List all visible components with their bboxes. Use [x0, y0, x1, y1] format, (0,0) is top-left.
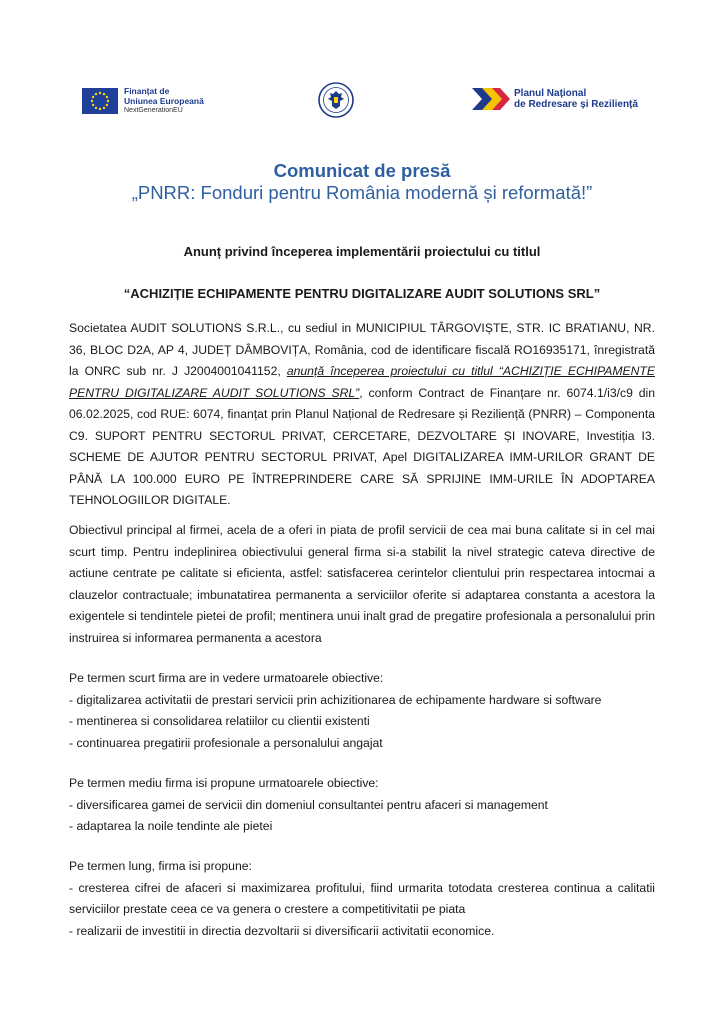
pnrr-logo-line2: de Redresare și Reziliență	[514, 99, 638, 110]
objective-paragraph: Obiectivul principal al firmei, acela de a oferi in piata de profil servicii de cea mai buna calitate si in cel mai scurt timp. Pentru indeplinirea obiectivului general firma si-a stabilit la nivel strategic cateva directive de actiune centrate pe calitate si eficienta, astfel: satisfacerea cerintelor clientului prin respectarea intocmai a clauzelor contractuale; imbunatatirea permanenta a serviciilor oferite si adaptarea constanta a acestora la exigentele si tendintele pietei de profil; mentinera unui inalt grad de pregatire profesionala a personalului prin instruirea si informarea permanenta a acestora	[69, 523, 655, 645]
intro-paragraph	[69, 318, 655, 512]
long-term-item: - cresterea cifrei de afaceri si maximizarea profitului, fiind urmarita totodata cresterea continua a calitatii serviciilor prestate ceea ce va genera o crestere a competitivitatii pe piata	[69, 880, 655, 916]
mid-term-section	[69, 773, 655, 838]
romanian-government-seal-icon	[318, 82, 354, 118]
short-term-item: - mentinerea si consolidarea relatiilor cu clientii existenti	[69, 714, 370, 728]
intro-text-part2: , conform Contract de Finanțare nr. 6074.1/i3/c9 din 06.02.2025, cod RUE: 6074, finanțat prin Planul Național de Redresare și Reziliență (PNRR) – Componenta C9. SUPORT PENTRU SECTORUL PRIVAT, CERCETARE, DEZVOLTARE ȘI INOVARE, Investiția I3. SCHEME DE AJUTOR PENTRU SECTORUL PRIVAT, Apel DIGITALIZAREA IMM-URILOR GRANT DE PÂNĂ LA 100.000 EURO PE ÎNTREPRINDERE CARE SĂ SPRIJINE IMM-URILE ÎN ADOPTAREA TEHNOLOGIILOR DIGITALE.	[69, 385, 655, 507]
short-term-item: - digitalizarea activitatii de prestari servicii prin achizitionarea de echipamente hardware si software	[69, 692, 602, 707]
short-term-section	[69, 668, 655, 754]
eu-logo-line2: Uniunea Europeană	[124, 96, 204, 106]
announcement-heading: Anunț privind începerea implementării proiectului cu titlul	[183, 244, 541, 259]
long-term-section	[69, 856, 655, 942]
eu-logo-line1: Finanțat de	[124, 86, 170, 96]
mid-term-item: - diversificarea gamei de servicii din domeniul consultantei pentru afaceri si management	[69, 797, 548, 812]
project-title: “ACHIZIȚIE ECHIPAMENTE PENTRU DIGITALIZARE AUDIT SOLUTIONS SRL”	[123, 286, 601, 301]
pnrr-arrow-icon	[472, 88, 510, 110]
long-term-item: - realizarii de investitii in directia dezvoltarii si diversificarii activitatii economice.	[69, 923, 495, 938]
pnrr-logo	[472, 88, 638, 110]
eu-logo-line3: NextGenerationEU	[124, 107, 183, 114]
eu-funding-logo	[82, 86, 204, 116]
intro-text-part1: Societatea AUDIT SOLUTIONS S.R.L., cu sediul in MUNICIPIUL TÂRGOVIȘTE, STR. IC BRATIANU, NR. 36, BLOC D2A, AP 4, JUDEȚ DÂMBOVIȚA, România, cod de identificare fiscală RO16935171, înregistrată la ONRC sub nr. J J2004001041152,	[69, 321, 655, 378]
short-term-heading: Pe termen scurt firma are in vedere urmatoarele obiective:	[69, 671, 384, 685]
eu-flag-icon	[82, 88, 118, 114]
short-term-item: - continuarea pregatirii profesionale a personalului angajat	[69, 735, 383, 750]
mid-term-item: - adaptarea la noile tendinte ale pietei	[69, 819, 273, 833]
press-release-title: Comunicat de presă	[273, 160, 451, 181]
mid-term-heading: Pe termen mediu firma isi propune urmatoarele obiective:	[69, 776, 379, 790]
long-term-heading: Pe termen lung, firma isi propune:	[69, 859, 252, 873]
intro-project-emphasis: anunță începerea proiectului cu titlul “ACHIZIȚIE ECHIPAMENTE PENTRU DIGITALIZARE AUDIT SOLUTIONS SRL”	[69, 364, 655, 400]
pnrr-logo-line1: Planul Național	[514, 88, 587, 99]
press-release-subtitle: „PNRR: Fonduri pentru România modernă și reformată!”	[131, 182, 593, 203]
